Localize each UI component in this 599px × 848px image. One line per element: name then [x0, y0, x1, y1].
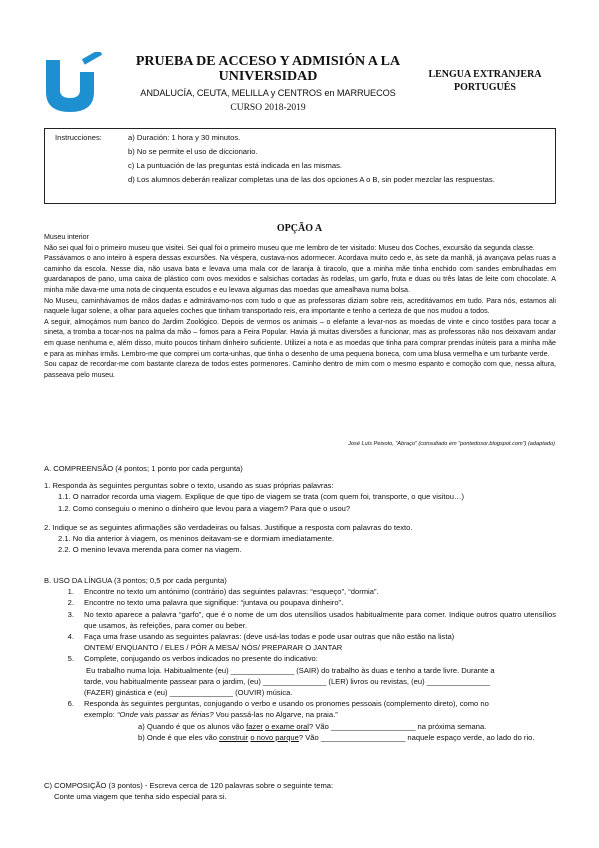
section-a — [44, 463, 564, 555]
question-5-line: Eu trabalho numa loja. Habitualmente (eu) _______________ (SAIR) do trabalho às duas e tenho a tarde livre. Durante a — [86, 665, 495, 675]
reading-source: José Luís Peixoto, “Abraço” (consultado em “pontedosor.blogspot.com”) (adaptado) — [348, 441, 555, 447]
section-a-heading: A. COMPREENSÃO (4 pontos; 1 ponto por cada pergunta) — [44, 464, 243, 473]
exam-title: PRUEBA DE ACCESO Y ADMISIÓN A LA UNIVERSIDAD — [135, 54, 401, 84]
instruction-item: b) No se permite el uso de diccionario. — [128, 147, 258, 156]
question-6b: b) Onde é que eles vão construir o novo parque? Vão ____________________ naquele espaço verde, ao lado do rio. — [138, 732, 535, 742]
usage-question: 5. Complete, conjugando os verbos indicados no presente do indicativo: — [67, 654, 318, 664]
reading-text — [44, 232, 556, 380]
reading-paragraph: No Museu, caminhávamos de mãos dadas e admirávamo-nos com tudo o que as professoras diziam sobre reis, acreditávamos em tudo. Para nós, estamos ali naquele lugar solene, a olhar para aqueles coches que tinham transportado reis, era importante e tenho a certeza de que nos mudou a todos. — [44, 296, 556, 316]
reading-paragraph: Sou capaz de recordar-me com bastante clareza de todos estes pormenores. Caminho dentro de mim com o mesmo espanto e comoção com que, nessa altura, passeava pelo museu. — [44, 360, 556, 379]
question-5-line: (FAZER) ginástica e (eu) _______________ (OUVIR) música. — [84, 688, 293, 698]
option-title: OPÇÃO A — [276, 223, 323, 234]
subject-line-2: PORTUGUÉS — [454, 82, 516, 93]
section-b — [44, 575, 556, 743]
reading-paragraph: Passávamos o ano inteiro à espera dessas excursões. Na véspera, custava-nos adormecer. Acordava muito cedo e, às sete da manhã, já avançava pelas ruas a caminho da escola. Nesse dia, não usava bata e levava uma mala cor de laranja à tiracolo, que a minha mãe tinha enchido com sandes embrulhadas em guardanapos de pano, uma caixa de plástico com ovos mexidos e salsichas cortadas às rodelas, um garfo, fruta e duas ou três latas de leite com chocolate. A minha mãe dava-me uma nota de cinquenta escudos e eu levava algumas das moedas que amealhava numa bolsa. — [44, 254, 556, 294]
usage-question: 3. No texto aparece a palavra “garfo”, que é o nome de um dos utensílios usados habitualmente para comer. Indique outros quatro utensílios que usamos, às refeições, para comer ou beber. — [67, 609, 556, 630]
question-5-line: tarde, vou habitualmente passear para o jardim, (eu) _______________ (LER) livros ou revistas, (eu) _______________ — [84, 676, 491, 686]
reading-paragraph: Não sei qual foi o primeiro museu que visitei. Sei qual foi o primeiro museu que me lembro de ter visitado: Museu dos Coches, excursão da segunda classe. — [44, 243, 535, 252]
question-6-example: exemplo: “Onde vais passar as férias? Vou passá-las no Algarve, na praia.” — [84, 710, 338, 720]
question-2-1: 2.1. No dia anterior à viagem, os meninos deitavam-se e dormiam imediatamente. — [58, 534, 335, 544]
section-b-heading: B. USO DA LÍNGUA (3 pontos; 0,5 por cada pergunta) — [44, 576, 227, 585]
reading-paragraph: A seguir, almoçámos num banco do Jardim Zoológico. Depois de vermos os animais – o elefante a levar-nos as moedas de vinte e cinco tostões para tocar a sineta, a tromba a tocar-nos na palma da mão – fomos para a Feira Popular. Havia já muitas diversões a funcionar, mas as professoras não nos deixavam andar em quase nenhuma e, além disso, muito poucos tinham dinheiro suficiente. Utilizei a nota e as moedas que tinha para comprar prendas inúteis para a minha mãe e para as minhas irmãs. Lembro-me que comprei um corta-unhas, que tinha o desenho de uma pequena boneca, com uma blusa vermelha e um turbante verde. — [44, 317, 556, 358]
section-c-heading: C) COMPOSIÇÃO (3 pontos) - Escreva cerca de 120 palavras sobre o seguinte tema: — [44, 781, 334, 790]
question-1-2: 1.2. Como conseguiu o menino o dinheiro que levou para a viagem? Para que o usou? — [58, 503, 351, 513]
instructions-box — [44, 128, 556, 204]
usage-question: 1. Encontre no texto um antónimo (contrário) das seguintes palavras: “esqueço”, “dormia”. — [67, 587, 379, 597]
usage-question: 6. Responda às seguintes perguntas, conjugando o verbo e usando os pronomes pessoais (complemento direto), como no — [67, 699, 489, 709]
question-6a: a) Quando é que os alunos vão fazer o exame oral? Vão ____________________ na próxima semana. — [138, 721, 487, 731]
course-line: CURSO 2018-2019 — [230, 103, 306, 113]
usage-question: 4. Faça uma frase usando as seguintes palavras: (deve usá-las todas e pode usar outras que não estão na lista) — [67, 632, 455, 642]
regions-line: ANDALUCÍA, CEUTA, MELILLA y CENTROS en MARRUECOS — [140, 88, 396, 98]
instruction-item: d) Los alumnos deberán realizar completas una de las dos opciones A o B, sin poder mezclar las respuestas. — [128, 175, 495, 184]
composition-topic: Conte uma viagem que tenha sido especial para si. — [54, 792, 227, 802]
question-2: 2. Indique se as seguintes afirmações são verdadeiras ou falsas. Justifique a resposta com palavras do texto. — [44, 522, 413, 532]
question-2-2: 2.2. O menino levava merenda para comer na viagem. — [58, 545, 242, 555]
usage-question: 2. Encontre no texto uma palavra que signifique: “juntava ou poupava dinheiro”. — [67, 598, 344, 608]
subject-line-1: LENGUA EXTRANJERA — [428, 69, 542, 80]
reading-title: Museu interior — [44, 233, 89, 241]
instructions-list — [128, 133, 548, 189]
instructions-label: Instrucciones: — [55, 133, 102, 142]
university-logo — [44, 52, 104, 112]
question-4-words: ONTEM/ ENQUANTO / ELES / PÔR A MESA/ NÓS/ PREPARAR O JANTAR — [84, 643, 343, 653]
section-c — [44, 780, 564, 802]
question-1-1: 1.1. O narrador recorda uma viagem. Explique de que tipo de viagem se trata (com quem foi, transporte, o que visitou…) — [58, 492, 465, 502]
instruction-item: c) La puntuación de las preguntas está indicada en las mismas. — [128, 161, 343, 170]
instruction-item: a) Duración: 1 hora y 30 minutos. — [128, 133, 241, 142]
exam-header — [118, 54, 418, 113]
subject-block — [424, 68, 546, 94]
question-1: 1. Responda às seguintes perguntas sobre o texto, usando as suas próprias palavras: — [44, 481, 334, 491]
